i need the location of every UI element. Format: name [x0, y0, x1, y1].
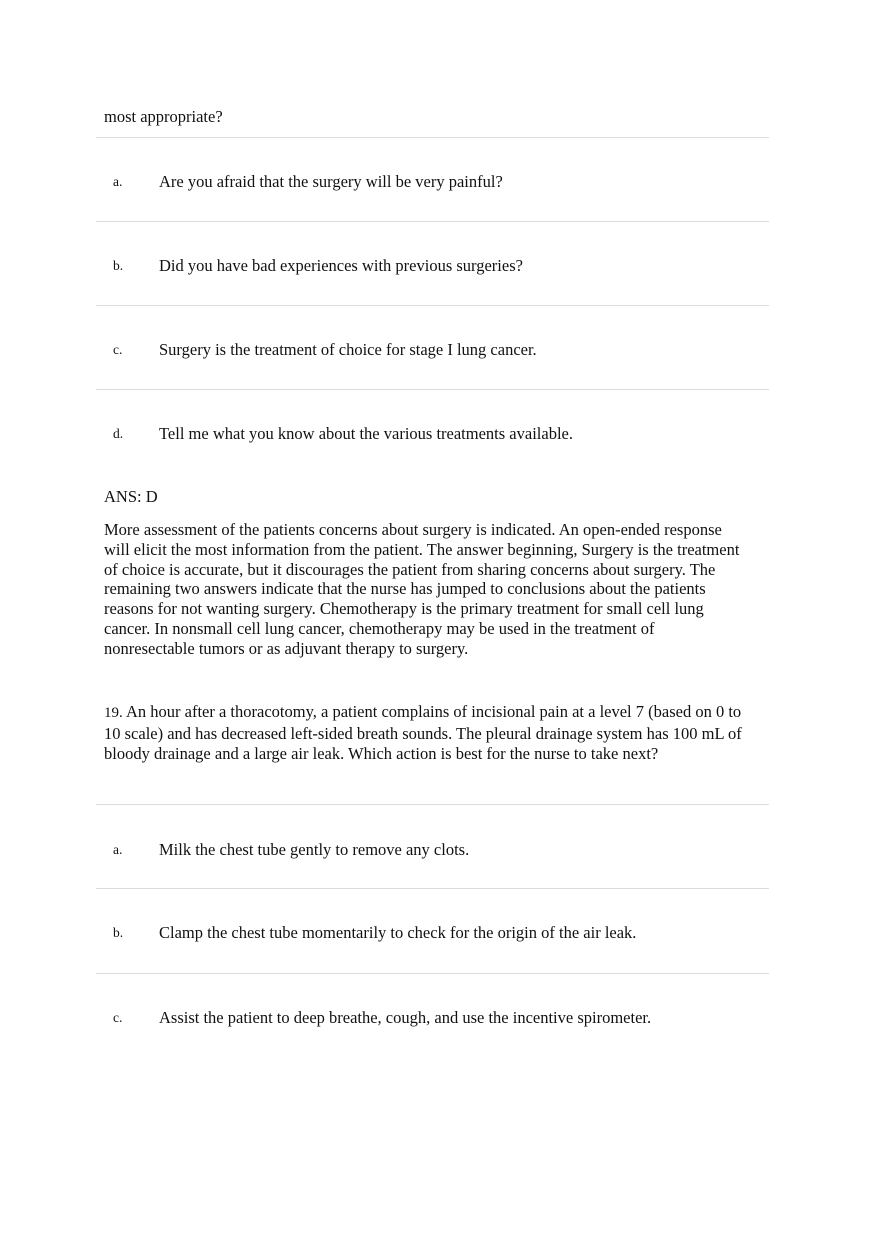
rationale-line: will elicit the most information from the patient. The answer beginning, Surgery is the treatment: [104, 539, 740, 559]
question-19-stem: [104, 702, 784, 763]
option-text: Tell me what you know about the various treatments available.: [159, 424, 573, 443]
rationale-line: More assessment of the patients concerns about surgery is indicated. An open-ended response: [104, 520, 722, 539]
stem-line: bloody drainage and a large air leak. Which action is best for the nurse to take next?: [104, 743, 659, 763]
divider: [96, 973, 769, 974]
divider: [96, 137, 769, 138]
divider: [96, 804, 769, 805]
stem-line: 10 scale) and has decreased left-sided breath sounds. The pleural drainage system has 100 mL of: [104, 723, 742, 743]
option-letter: c.: [113, 1010, 123, 1025]
option-text: Assist the patient to deep breathe, cough, and use the incentive spirometer.: [159, 1008, 652, 1027]
option-letter: b.: [113, 258, 124, 273]
divider: [96, 389, 769, 390]
rationale-line: nonresectable tumors or as adjuvant therapy to surgery.: [104, 638, 469, 658]
option-text: Milk the chest tube gently to remove any clots.: [159, 840, 470, 859]
rationale-line: reasons for not wanting surgery. Chemotherapy is the primary treatment for small cell lung: [104, 599, 704, 619]
divider: [96, 888, 769, 889]
question-stem-tail: most appropriate?: [104, 107, 223, 126]
rationale-line: cancer. In nonsmall cell lung cancer, chemotherapy may be used in the treatment of: [104, 618, 655, 638]
divider: [96, 221, 769, 222]
option-text: Did you have bad experiences with previous surgeries?: [159, 256, 523, 275]
answer-key: ANS: D: [104, 487, 158, 506]
stem-line: An hour after a thoracotomy, a patient complains of incisional pain at a level 7 (based on 0 to: [122, 702, 742, 721]
option-letter: a.: [113, 174, 123, 189]
rationale: [104, 520, 784, 659]
option-letter: a.: [113, 842, 123, 857]
option-letter: d.: [113, 426, 124, 441]
option-text: Are you afraid that the surgery will be very painful?: [159, 172, 503, 191]
option-text: Clamp the chest tube momentarily to check for the origin of the air leak.: [159, 923, 637, 942]
divider: [96, 305, 769, 306]
rationale-line: remaining two answers indicate that the nurse has jumped to conclusions about the patients: [104, 579, 706, 599]
option-text: Surgery is the treatment of choice for stage I lung cancer.: [159, 340, 537, 359]
option-letter: b.: [113, 925, 124, 940]
question-number: 19.: [104, 705, 123, 721]
option-letter: c.: [113, 342, 123, 357]
rationale-line: of choice is accurate, but it discourages the patient from sharing concerns about surgery. The: [104, 559, 716, 579]
